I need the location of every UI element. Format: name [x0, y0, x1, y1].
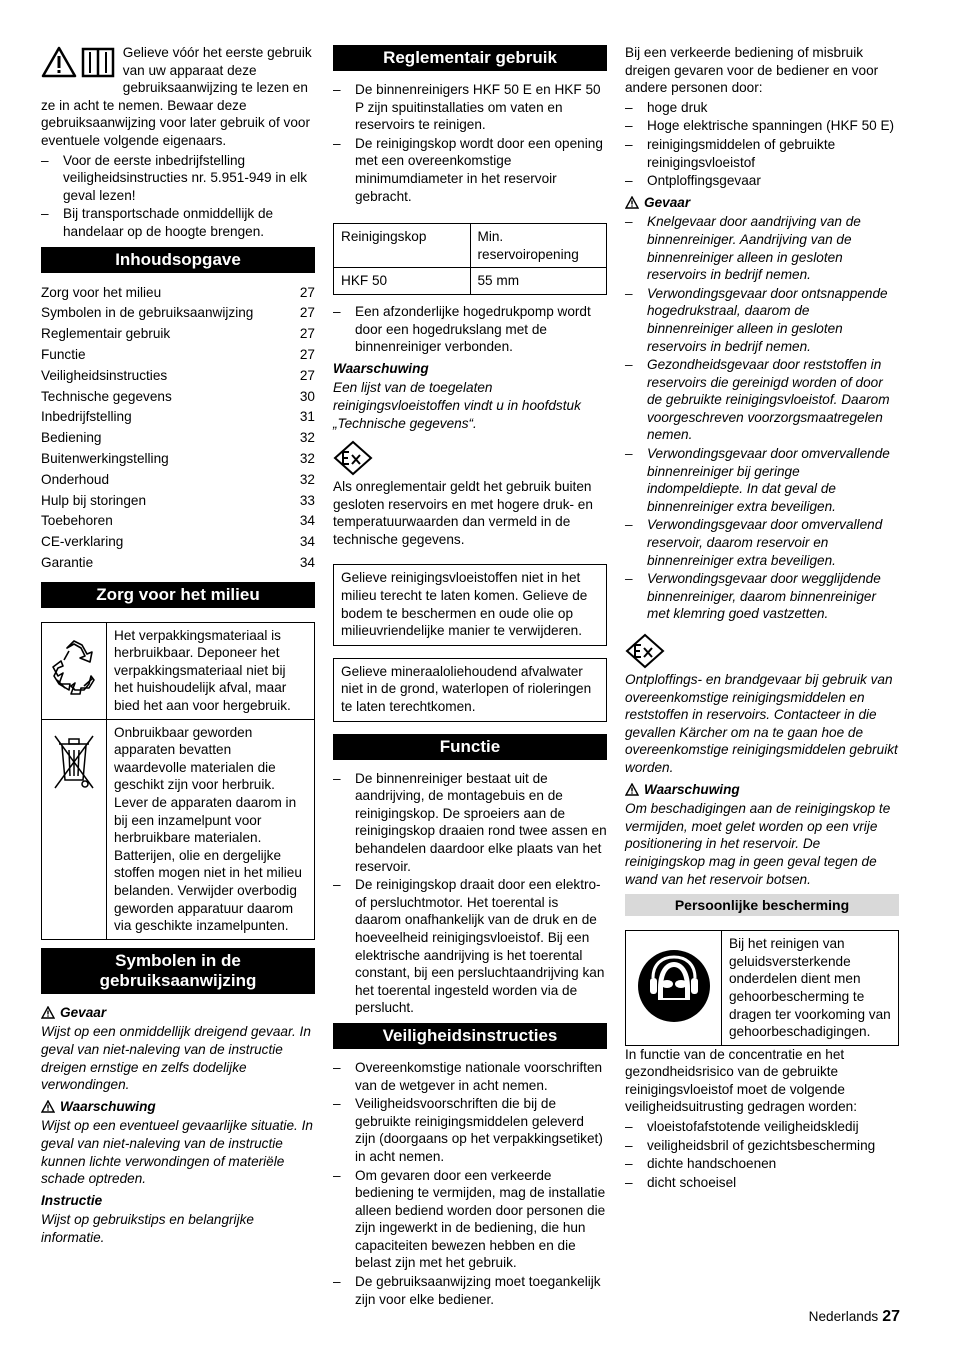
toc-label: Symbolen in de gebruiksaanwijzing	[41, 305, 254, 321]
waarschuwing-label	[625, 781, 899, 799]
toc-row[interactable]	[41, 324, 315, 345]
toc-row[interactable]	[41, 491, 315, 512]
intro-section	[41, 44, 315, 241]
waarschuwing-label	[41, 1098, 315, 1116]
ex-text: Ontploffings- en brandgevaar bij gebruik van overeenkomstige reinigingsmiddelen en reststoffen in reservoirs. Contacteer in die gevallen Kärcher om na te gaan hoe de overeenkomstige reinigingsmiddelen gebruikt worden.	[625, 672, 898, 775]
list-item: – De gebruiksaanwijzing moet toegankelijk zijn voor elke bediener.	[333, 1273, 607, 1308]
instructie-label: Instructie	[41, 1192, 103, 1208]
safety-gear-list	[625, 1118, 899, 1191]
table-cell: Het verpakkingsmateriaal is herbruikbaar. Deponeer het verpakkingsmateriaal niet bij het huishoudelijk afval, maar bied het aan voor hergebruik.	[107, 622, 315, 719]
toc-page: 34	[299, 534, 315, 550]
list-item: – veiligheidsbril of gezichtsbescherming	[625, 1137, 899, 1155]
list-item: – Ontploffingsgevaar	[625, 172, 899, 190]
toc-page: 27	[299, 305, 315, 321]
label-text: Waarschuwing	[60, 1098, 156, 1114]
toc-row[interactable]	[41, 428, 315, 449]
toc-row[interactable]	[41, 345, 315, 366]
toc-label: CE-verklaring	[41, 534, 124, 550]
list-item: – reinigingsmiddelen of gebruikte reinigingsvloeistof	[625, 136, 899, 171]
gevaar-list	[625, 213, 899, 623]
toc-page: 32	[299, 430, 315, 446]
toc-heading: Inhoudsopgave	[41, 247, 315, 273]
toc-row[interactable]	[41, 407, 315, 428]
intro-bullets	[41, 152, 315, 241]
list-item: – Veiligheidsvoorschriften die bij de gebruikte reinigingsmiddelen geleverd zijn (doorgaans op het verpakkingsetiket) in acht nemen.	[333, 1095, 607, 1165]
warning-triangle-icon	[625, 783, 639, 796]
symbolen-heading: Symbolen in de gebruiksaanwijzing	[41, 948, 315, 994]
outro-text: In functie van de concentratie en het gezondheidsrisico van de gebruikte reinigingsvloeistof moet de volgende veiligheidsuitrusting gedragen worden:	[625, 1046, 857, 1115]
list-item: – De binnenreinigers HKF 50 E en HKF 50 P zijn spuitinstallaties om vaten en reservoirs te reinigen.	[333, 81, 607, 134]
table-row	[42, 719, 315, 939]
toc-page: 32	[299, 450, 315, 466]
page-footer	[809, 1308, 900, 1326]
gevaar-text: Wijst op een onmiddellijk dreigend gevaar. In geval van niet-naleving van de instructie dreigen ernstige en zelfs dodelijke verwondingen.	[41, 1024, 311, 1093]
table-cell	[626, 931, 722, 1046]
table-row	[334, 268, 607, 295]
list-item: – De reinigingskop wordt door een opening met een overeenkomstige minimumdiameter in het reservoir gebracht.	[333, 135, 607, 205]
warning-triangle-icon	[41, 1006, 55, 1019]
waarschuwing-text: Een lijst van de toegelaten reinigingsvloeistoffen vindt u in hoofdstuk „Technische gegevens“.	[333, 380, 581, 431]
column-3	[625, 44, 899, 1193]
misuse-intro: Bij een verkeerde bediening of misbruik dreigen gevaren voor de bediener en voor andere personen door:	[625, 45, 879, 96]
list-item: – Een afzonderlijke hogedrukpomp wordt door een hogedrukslang met de binnenreiniger verbonden.	[333, 303, 607, 356]
toc-page: 34	[299, 513, 315, 529]
table-row	[334, 224, 607, 268]
list-item: – Overeenkomstige nationale voorschriften van de wetgever in acht nemen.	[333, 1059, 607, 1094]
toc-label: Functie	[41, 346, 86, 362]
list-item: – Bij transportschade onmiddellijk de handelaar op de hoogte brengen.	[41, 205, 315, 240]
explosion-protection-icon	[333, 440, 373, 476]
label-text: Gevaar	[644, 194, 691, 210]
persoonlijk-heading: Persoonlijke bescherming	[625, 894, 899, 916]
waarschuwing-text: Om beschadigingen aan de reinigingskop te vermijden, moet gelet worden op een vrije positionering in het reservoir. De reinigingskop mag in geen geval tegen de wand van het reservoir botsen.	[625, 801, 891, 887]
toc-label: Buitenwerkingstelling	[41, 450, 169, 466]
toc-label: Reglementair gebruik	[41, 326, 171, 342]
toc-page: 33	[299, 492, 315, 508]
veiligheid-bullets	[333, 1059, 607, 1308]
ear-protection-icon	[636, 948, 712, 1024]
list-item: – Verwondingsgevaar door omvervallend reservoir, daarom reservoir en binnenreiniger extra beveiligen.	[625, 516, 899, 569]
toc-page: 32	[299, 471, 315, 487]
manual-book-icon	[81, 46, 115, 78]
recycle-icon	[49, 640, 99, 696]
table-cell	[42, 622, 107, 719]
toc-label: Veiligheidsinstructies	[41, 367, 168, 383]
label-text: Waarschuwing	[644, 781, 740, 797]
list-item: – Voor de eerste inbedrijfstelling veiligheidsinstructies nr. 5.951-949 in elk geval lezen!	[41, 152, 315, 205]
toc-page: 30	[299, 388, 315, 404]
toc-page: 31	[299, 409, 315, 425]
toc-row[interactable]	[41, 553, 315, 574]
toc-page: 27	[299, 326, 315, 342]
toc-label: Inbedrijfstelling	[41, 409, 132, 425]
list-item: – Verwondingsgevaar door ontsnappende hogedrukstraal, daarom de binnenreiniger alleen in gesloten reservoirs in bedrijf nemen.	[625, 285, 899, 355]
waarschuwing-label: Waarschuwing	[333, 360, 429, 376]
warning-triangle-icon	[41, 46, 77, 78]
list-item: – dichte handschoenen	[625, 1155, 899, 1173]
toc-label: Technische gegevens	[41, 388, 172, 404]
instructie-text: Wijst op gebruikstips en belangrijke informatie.	[41, 1212, 254, 1245]
toc-page: 27	[299, 367, 315, 383]
list-item: – Hoge elektrische spanningen (HKF 50 E)	[625, 117, 899, 135]
intro-text: Gelieve vóór het eerste gebruik van uw apparaat deze gebruiksaanwijzing te lezen en ze in acht te nemen. Bewaar deze gebruiksaanwijzing voor later gebruik of voor eventuele volgende eigenaars.	[41, 45, 312, 148]
reglementair-bullets	[333, 81, 607, 205]
ear-protection-table	[625, 930, 899, 1046]
reglementair-bullets-2	[333, 303, 607, 356]
functie-bullets	[333, 770, 607, 1017]
toc-label: Garantie	[41, 554, 94, 570]
table-cell: 55 mm	[470, 268, 607, 295]
column-1	[41, 44, 315, 1249]
table-cell: Reinigingskop	[334, 224, 471, 268]
list-item: – hoge druk	[625, 99, 899, 117]
toc-label: Onderhoud	[41, 471, 110, 487]
footer-language: Nederlands	[808, 1309, 879, 1324]
milieu-table	[41, 622, 315, 940]
table-cell: Onbruikbaar geworden apparaten bevatten waardevolle materialen die geschikt zijn voor herbruik. Lever de apparaten daarom in bij een inzamelpunt voor herbruikbare materialen. Batterijen, olie en dergelijke stoffen mogen niet in het milieu belanden. Verwijder overbodig geworden apparatuur daarom via geschikte inzamelpunten.	[107, 719, 315, 939]
toc-label: Toebehoren	[41, 513, 113, 529]
toc-label: Zorg voor het milieu	[41, 284, 162, 300]
table-cell: Bij het reinigen van geluidsversterkende onderdelen dient men gehoorbescherming te dragen ter voorkoming van gehoorbeschadigingen.	[722, 931, 899, 1046]
explosion-protection-icon	[625, 633, 665, 669]
toc-label: Hulp bij storingen	[41, 492, 147, 508]
hazard-list	[625, 99, 899, 190]
list-item: – De binnenreiniger bestaat uit de aandrijving, de montagebuis en de reinigingskop. De sproeiers aan de reinigingskop draaien rond twee assen en behandelen daardoor elke plaats van het reservoir.	[333, 770, 607, 876]
veiligheid-heading: Veiligheidsinstructies	[333, 1023, 607, 1049]
column-2	[333, 44, 607, 1310]
toc-row[interactable]	[41, 303, 315, 324]
list-item: – Verwondingsgevaar door omvervallende binnenreiniger bij geringe indompeldiepte. In dat geval de binnenreiniger extra beveiligen.	[625, 445, 899, 515]
toc-row[interactable]	[41, 283, 315, 304]
list-item: – Om gevaren door een verkeerde bediening te vermijden, mag de installatie alleen bediend worden door personen die zijn ingewerkt in de bediening, die hun capaciteiten bewezen hebben en die belast zijn met het gebruik.	[333, 1167, 607, 1273]
intro-icons	[41, 46, 115, 83]
toc-row[interactable]	[41, 387, 315, 408]
waste-water-note-box: Gelieve mineraaloliehoudend afvalwater niet in de grond, waterlopen of rioleringen te laten terechtkomen.	[333, 658, 607, 722]
functie-heading: Functie	[333, 734, 607, 760]
toc-row[interactable]	[41, 366, 315, 387]
table-cell	[42, 719, 107, 939]
list-item: – Gezondheidsgevaar door reststoffen in reservoirs die gereinigd worden of door de gebruikte reinigingsvloeistof. Daarom voorgeschreven voorzorgsmaatregelen nemen.	[625, 356, 899, 444]
waarschuwing-text: Wijst op een eventueel gevaarlijke situatie. In geval van niet-naleving van de instructie kunnen lichte verwondingen of materiële schade optreden.	[41, 1118, 313, 1187]
toc-row[interactable]	[41, 511, 315, 532]
table-row	[42, 622, 315, 719]
toc-page: 27	[299, 346, 315, 362]
table-row	[626, 931, 899, 1046]
list-item: – vloeistofafstotende veiligheidskledij	[625, 1118, 899, 1136]
list-item: – De reinigingskop draait door een elektro- of persluchtmotor. Het toerental is daarom onafhankelijk van de druk en de hoeveelheid reinigingsvloeistof. Bij een elektrische aandrijving is het toerental constant, bij een persluchtaandrijving kan het toerental ingesteld worden via de perslucht.	[333, 876, 607, 1017]
toc-row[interactable]	[41, 532, 315, 553]
toc-label: Bediening	[41, 430, 102, 446]
toc-row[interactable]	[41, 470, 315, 491]
environment-note-box: Gelieve reinigingsvloeistoffen niet in het milieu terecht te laten komen. Gelieve de bodem te beschermen en oude olie op milieuvriendelijke manier te verwijderen.	[333, 564, 607, 645]
milieu-heading: Zorg voor het milieu	[41, 582, 315, 608]
ex-text: Als onreglementair geldt het gebruik buiten gesloten reservoirs en met hogere druk- en temperatuurwaarden dan vermeld in de technische gegevens.	[333, 479, 593, 547]
table-cell: HKF 50	[334, 268, 471, 295]
page-number: 27	[882, 1308, 900, 1325]
gevaar-label	[41, 1004, 315, 1022]
list-item: – Verwondingsgevaar door wegglijdende binnenreiniger, daarom binnenreiniger met klemring goed vastzetten.	[625, 570, 899, 623]
crossed-bin-icon	[51, 732, 97, 792]
reservoir-table	[333, 223, 607, 295]
list-item: – dicht schoeisel	[625, 1174, 899, 1192]
toc-row[interactable]	[41, 449, 315, 470]
toc-list	[41, 283, 315, 574]
list-item: – Knelgevaar door aandrijving van de binnenreiniger. Aandrijving van de binnenreiniger alleen in gesloten reservoirs in bedrijf nemen.	[625, 213, 899, 283]
warning-triangle-icon	[625, 196, 639, 209]
table-cell: Min. reservoiropening	[470, 224, 607, 268]
gevaar-label	[625, 194, 899, 212]
warning-triangle-icon	[41, 1100, 55, 1113]
toc-page: 27	[299, 284, 315, 300]
toc-page: 34	[299, 554, 315, 570]
reglementair-heading: Reglementair gebruik	[333, 45, 607, 71]
label-text: Gevaar	[60, 1004, 107, 1020]
